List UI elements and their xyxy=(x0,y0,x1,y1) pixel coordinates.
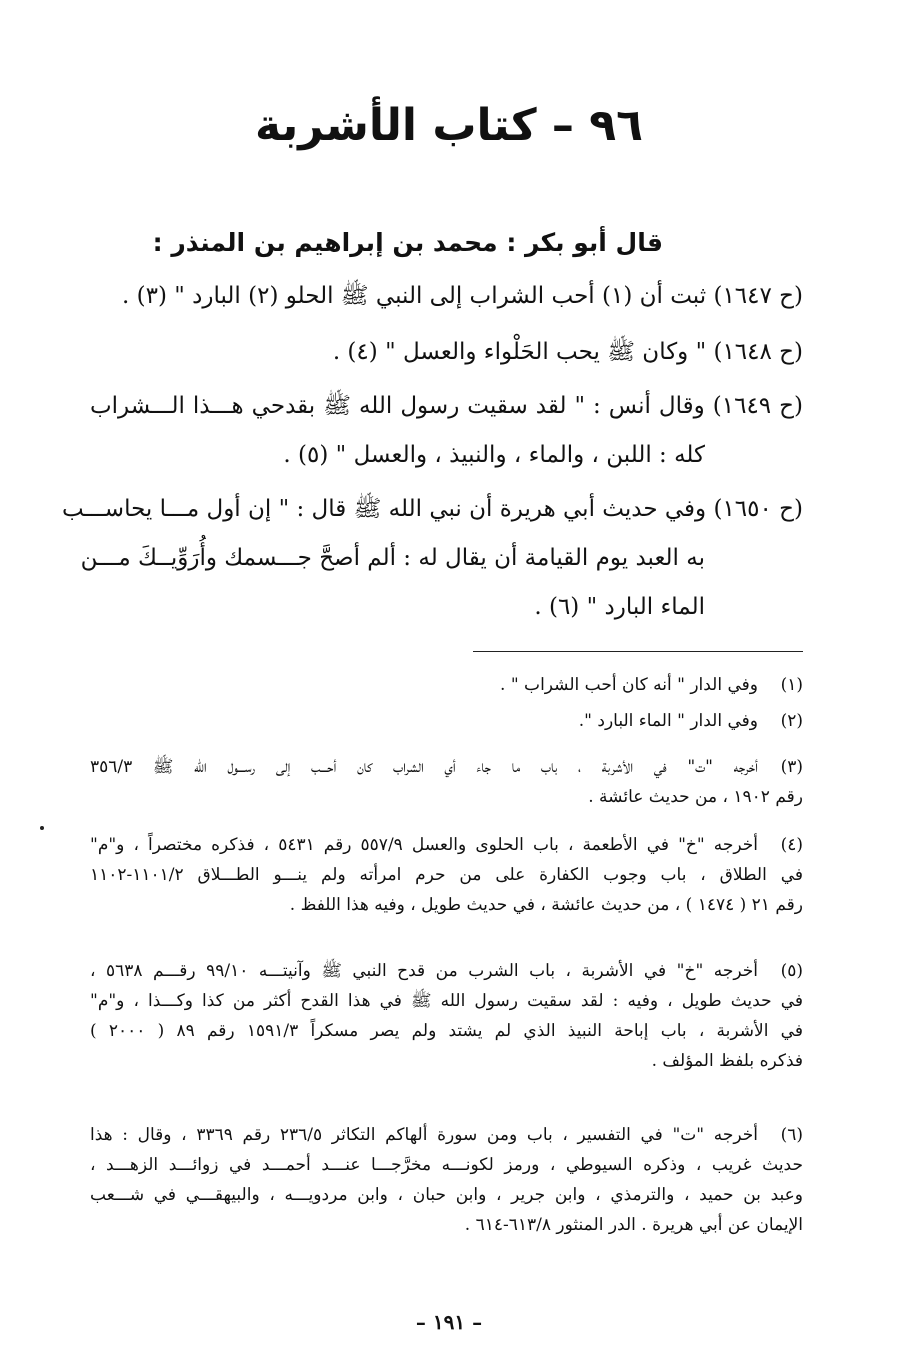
hadith-line: به العبد يوم القيامة أن يقال له : ألم أصحَّ جـــسمك وأُرَوِّيــكَ مـــن xyxy=(80,545,705,571)
footnote-line: أخرجه "خ" في الأطعمة ، باب الحلوى والعسل ٥٥٧/٩ رقم ٥٤٣١ ، فذكره مختصراً ، و"م" xyxy=(90,835,758,855)
footnote-line: في الطلاق ، باب وجوب الكفارة على من حرم امرأته ولم ينـــو الطـــلاق ١١٠١/٢-١١٠٢ xyxy=(90,865,803,885)
hadith-line: (ح ١٦٤٧) ثبت أن (١) أحب الشراب إلى النبي ﷺ الحلو (٢) البارد " (٣) . xyxy=(121,283,803,309)
footnote-number: (٥) xyxy=(780,961,803,981)
footnote-number: (١) xyxy=(780,675,803,695)
page-number: – ١٩١ – xyxy=(415,1310,483,1334)
hadith-line: الماء البارد " (٦) . xyxy=(534,594,705,620)
footnote-line: في حديث طويل ، وفيه : لقد سقيت رسول الله ﷺ في هذا القدح أكثر من كذا وكـــذا ، و"م" xyxy=(90,991,803,1011)
footnote-line: رقم ٢١ ( ١٤٧٤ ) ، من حديث عائشة ، في حديث طويل ، وفيه هذا اللفظ . xyxy=(289,895,803,915)
footnote-line: وفي الدار " أنه كان أحب الشراب " . xyxy=(500,675,758,695)
hadith-1650 xyxy=(62,485,803,632)
hadith-1648 xyxy=(90,328,803,377)
intro-line: قال أبو بكر : محمد بن إبراهيم بن المنذر : xyxy=(152,228,663,257)
footnote-divider xyxy=(473,651,803,652)
footnote-line: أخرجه "خ" في الأشربة ، باب الشرب من قدح النبي ﷺ وآنيتـــه ٩٩/١٠ رقـــم ٥٦٣٨ ، xyxy=(90,961,759,981)
footnote-number: (٦) xyxy=(780,1125,803,1145)
hadith-1647 xyxy=(90,272,803,321)
footnote-6 xyxy=(90,1120,803,1240)
footnote-line: رقم ١٩٠٢ ، من حديث عائشة . xyxy=(588,787,803,807)
hadith-line: (ح ١٦٥٠) وفي حديث أبي هريرة أن نبي الله ﷺ قال : " إن أول مـــا يحاســـب xyxy=(62,496,803,522)
footnote-1 xyxy=(90,670,803,700)
footnote-line: في الأشربة ، باب إباحة النبيذ الذي لم يشتد ولم يصر مسكراً ١٥٩١/٣ رقم ٨٩ ( ٢٠٠٠ ) xyxy=(90,1021,803,1041)
hadith-line: كله : اللبن ، والماء ، والنبيذ ، والعسل " (٥) . xyxy=(283,442,705,468)
footnote-5 xyxy=(90,956,803,1076)
chapter-title: ٩٦ – كتاب الأشربة xyxy=(255,100,643,151)
footnote-line: الإيمان عن أبي هريرة . الدر المنثور ٦١٣/٨-٦١٤ . xyxy=(464,1215,803,1235)
footnote-line: أخرجه "ت" في التفسير ، باب ومن سورة ألهاكم التكاثر ٢٣٦/٥ رقم ٣٣٦٩ ، وقال : هذا xyxy=(90,1125,758,1145)
footnote-line: فذكره بلفظ المؤلف . xyxy=(651,1051,803,1071)
hadith-line: (ح ١٦٤٩) وقال أنس : " لقد سقيت رسول الله ﷺ بقدحي هـــذا الـــشراب xyxy=(90,393,803,419)
footnote-3 xyxy=(90,752,803,812)
hadith-line: (ح ١٦٤٨) " وكان ﷺ يحب الحَلْواء والعسل " (٤) . xyxy=(332,339,803,365)
footnote-number: (٣) xyxy=(780,757,803,777)
footnote-line: أخرجه "ت" في الأشربة ، باب ما جاء أي الشراب كان أحـــب إلى رســـول الله ﷺ ٣٥٦/٣ xyxy=(90,757,758,777)
footnote-number: (٢) xyxy=(780,711,803,731)
footnote-line: حديث غريب ، وذكره السيوطي ، ورمز لكونـــه مخرَّجـــا عنـــد أحمـــد في زوائـــد الزهـــد ، xyxy=(90,1155,803,1175)
stray-dot-mark xyxy=(40,826,44,830)
footnote-4 xyxy=(90,830,803,920)
footnote-2 xyxy=(90,706,803,736)
footnote-line: وفي الدار " الماء البارد ". xyxy=(578,711,758,731)
hadith-1649 xyxy=(90,382,803,480)
footnote-line: وعبد بن حميد ، والترمذي ، وابن جرير ، وابن حبان ، وابن مردويـــه ، والبيهقـــي في شـــعب xyxy=(90,1185,803,1205)
footnote-number: (٤) xyxy=(780,835,803,855)
